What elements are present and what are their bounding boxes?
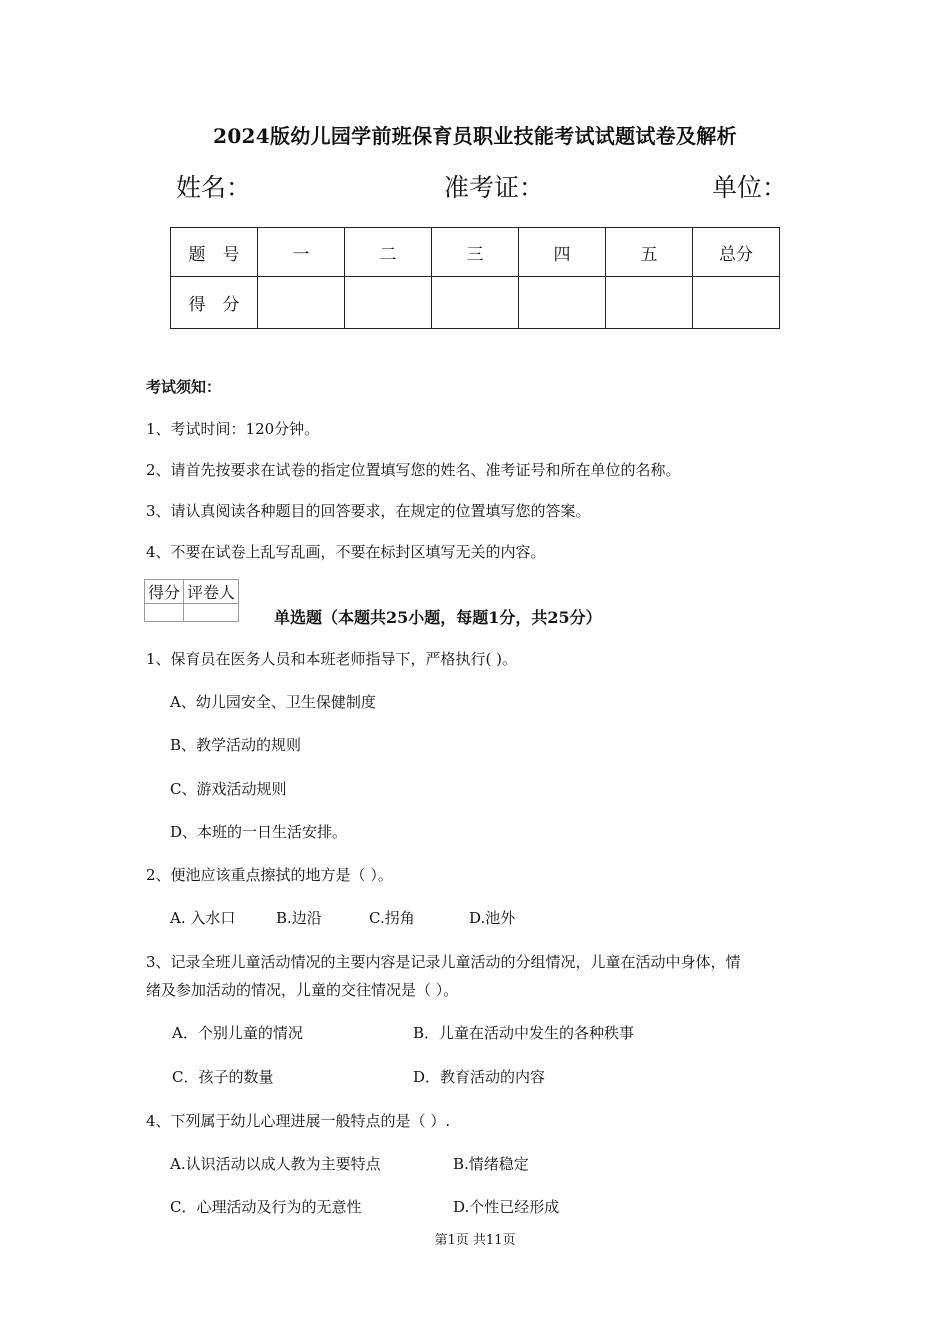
- option-b: B．儿童在活动中发生的各种秩事: [413, 1024, 635, 1042]
- grader-score-cell: [145, 604, 184, 622]
- score-cell: [432, 277, 519, 329]
- option-a: A．个别儿童的情况: [172, 1024, 303, 1042]
- score-cell: [258, 277, 345, 329]
- score-cell: [345, 277, 432, 329]
- grader-box: [144, 579, 239, 622]
- score-column-header: 四: [519, 228, 606, 277]
- option-b: B、教学活动的规则: [170, 736, 302, 754]
- question-stem: 3、记录全班儿童活动情况的主要内容是记录儿童活动的分组情况，儿童在活动中身体，情: [146, 953, 741, 971]
- option-b: B.情绪稳定: [453, 1155, 529, 1173]
- option-a: A.认识活动以成人教为主要特点: [170, 1155, 381, 1173]
- option-c: C．心理活动及行为的无意性: [170, 1198, 362, 1216]
- option-c: C．孩子的数量: [172, 1068, 274, 1086]
- option-a: A. 入水口: [170, 909, 236, 927]
- page-title: 2024版幼儿园学前班保育员职业技能考试试题试卷及解析: [213, 124, 737, 148]
- option-b: B.边沿: [276, 909, 322, 927]
- section-title: 单选题（本题共25小题，每题1分，共25分）: [274, 608, 602, 627]
- question-number-label: 题 号: [171, 228, 258, 277]
- score-row-label: 得 分: [171, 277, 258, 329]
- notice-item: 1、考试时间：120分钟。: [146, 420, 320, 438]
- option-c: C.拐角: [369, 909, 415, 927]
- score-table: [170, 227, 780, 329]
- question-stem: 1、保育员在医务人员和本班老师指导下，严格执行( )。: [146, 650, 518, 668]
- grader-reviewer-cell: [184, 604, 239, 622]
- score-column-header: 五: [606, 228, 693, 277]
- score-column-header: 二: [345, 228, 432, 277]
- score-column-header: 一: [258, 228, 345, 277]
- score-cell: [519, 277, 606, 329]
- notice-item: 3、请认真阅读各种题目的回答要求，在规定的位置填写您的答案。: [146, 502, 591, 520]
- score-column-header: 三: [432, 228, 519, 277]
- notice-item: 4、不要在试卷上乱写乱画，不要在标封区填写无关的内容。: [146, 543, 546, 561]
- unit-field-label: 单位：: [712, 173, 788, 202]
- grader-reviewer-label: 评卷人: [184, 580, 239, 604]
- score-table-score-row: [171, 277, 780, 329]
- name-field-label: 姓名：: [176, 173, 252, 202]
- page-footer: 第1页 共11页: [434, 1233, 516, 1248]
- option-d: D.个性已经形成: [453, 1198, 560, 1216]
- option-d: D．教育活动的内容: [413, 1068, 546, 1086]
- score-table-header-row: [171, 228, 780, 277]
- exam-number-field-label: 准考证：: [444, 173, 545, 202]
- notice-title: 考试须知：: [146, 378, 222, 396]
- score-column-header: 总分: [693, 228, 780, 277]
- score-cell: [693, 277, 780, 329]
- question-stem-continued: 绪及参加活动的情况，儿童的交往情况是（ ）。: [146, 981, 459, 999]
- notice-item: 2、请首先按要求在试卷的指定位置填写您的姓名、准考证号和所在单位的名称。: [146, 461, 681, 479]
- option-d: D、本班的一日生活安排。: [170, 823, 348, 841]
- question-stem: 2、便池应该重点擦拭的地方是（ ）。: [146, 866, 393, 884]
- option-d: D.池外: [469, 909, 516, 927]
- option-a: A、幼儿园安全、卫生保健制度: [170, 693, 376, 711]
- option-c: C、游戏活动规则: [170, 780, 287, 798]
- question-stem: 4、下列属于幼儿心理进展一般特点的是（ ）.: [146, 1112, 451, 1130]
- score-cell: [606, 277, 693, 329]
- grader-score-label: 得分: [145, 580, 184, 604]
